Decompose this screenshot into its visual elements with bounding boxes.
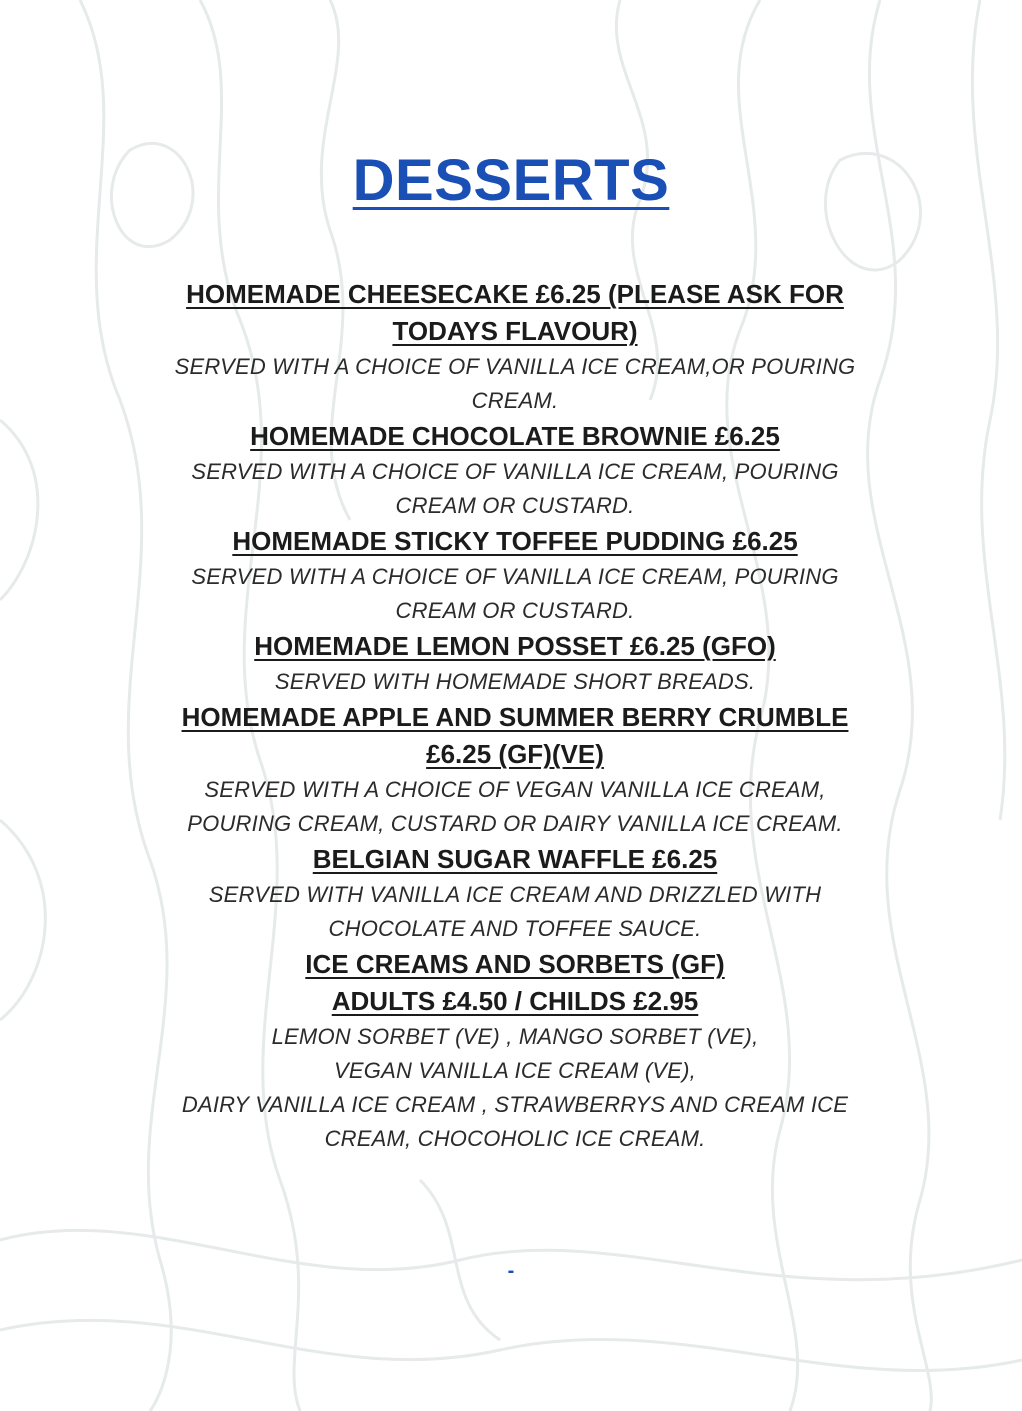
item-desc-line: SERVED WITH VANILLA ICE CREAM AND DRIZZLED WITH [208,882,822,907]
item-desc-line: SERVED WITH A CHOICE OF VEGAN VANILLA ICE CREAM, [204,777,826,802]
item-desc-line: CREAM. [471,388,559,413]
item-name-line: TODAYS FLAVOUR) [392,316,638,346]
item-name-line: ICE CREAMS AND SORBETS (GF) [305,949,725,979]
item-desc-line: CHOCOLATE AND TOFFEE SAUCE. [328,916,702,941]
item-description [140,878,890,946]
menu-item [140,628,890,699]
item-name [140,523,890,560]
item-desc-line: CREAM OR CUSTARD. [395,598,635,623]
item-desc-line: CREAM, CHOCOHOLIC ICE CREAM. [324,1126,706,1151]
item-name-line: HOMEMADE LEMON POSSET £6.25 (GFO) [254,631,776,661]
item-name [140,946,890,1020]
item-name-line: HOMEMADE CHOCOLATE BROWNIE £6.25 [250,421,780,451]
menu-item [140,418,890,523]
footer-dash: - [507,1260,515,1282]
item-desc-line: SERVED WITH A CHOICE OF VANILLA ICE CREAM, POURING [191,564,839,589]
item-description [140,455,890,523]
item-desc-line: POURING CREAM, CUSTARD OR DAIRY VANILLA ICE CREAM. [187,811,843,836]
item-description [140,560,890,628]
item-description [140,350,890,418]
item-desc-line: CREAM OR CUSTARD. [395,493,635,518]
item-desc-line: SERVED WITH A CHOICE OF VANILLA ICE CREAM,OR POURING [174,354,856,379]
item-desc-line: SERVED WITH HOMEMADE SHORT BREADS. [274,669,756,694]
item-name [140,699,890,773]
menu-item [140,699,890,841]
item-name [140,841,890,878]
item-name-line: HOMEMADE STICKY TOFFEE PUDDING £6.25 [232,526,798,556]
item-desc-line: SERVED WITH A CHOICE OF VANILLA ICE CREAM, POURING [191,459,839,484]
item-name [140,276,890,350]
item-description [140,1020,890,1156]
page-title: DESSERTS [352,148,670,213]
item-name-line: HOMEMADE APPLE AND SUMMER BERRY CRUMBLE [181,702,849,732]
menu-list [140,276,890,1156]
menu-item [140,276,890,418]
item-name [140,418,890,455]
item-desc-line: DAIRY VANILLA ICE CREAM , STRAWBERRYS AND CREAM ICE [181,1092,849,1117]
item-name-line: ADULTS £4.50 / CHILDS £2.95 [331,986,699,1016]
item-name [140,628,890,665]
item-name-line: £6.25 (GF)(VE) [426,739,604,769]
item-desc-line: LEMON SORBET (VE) , MANGO SORBET (VE), [271,1024,759,1049]
item-name-line: BELGIAN SUGAR WAFFLE £6.25 [312,844,718,874]
menu-item [140,946,890,1156]
item-description [140,665,890,699]
menu-item [140,841,890,946]
menu-item [140,523,890,628]
item-description [140,773,890,841]
item-name-line: HOMEMADE CHEESECAKE £6.25 (PLEASE ASK FOR [186,279,844,309]
item-desc-line: VEGAN VANILLA ICE CREAM (VE), [334,1058,696,1083]
